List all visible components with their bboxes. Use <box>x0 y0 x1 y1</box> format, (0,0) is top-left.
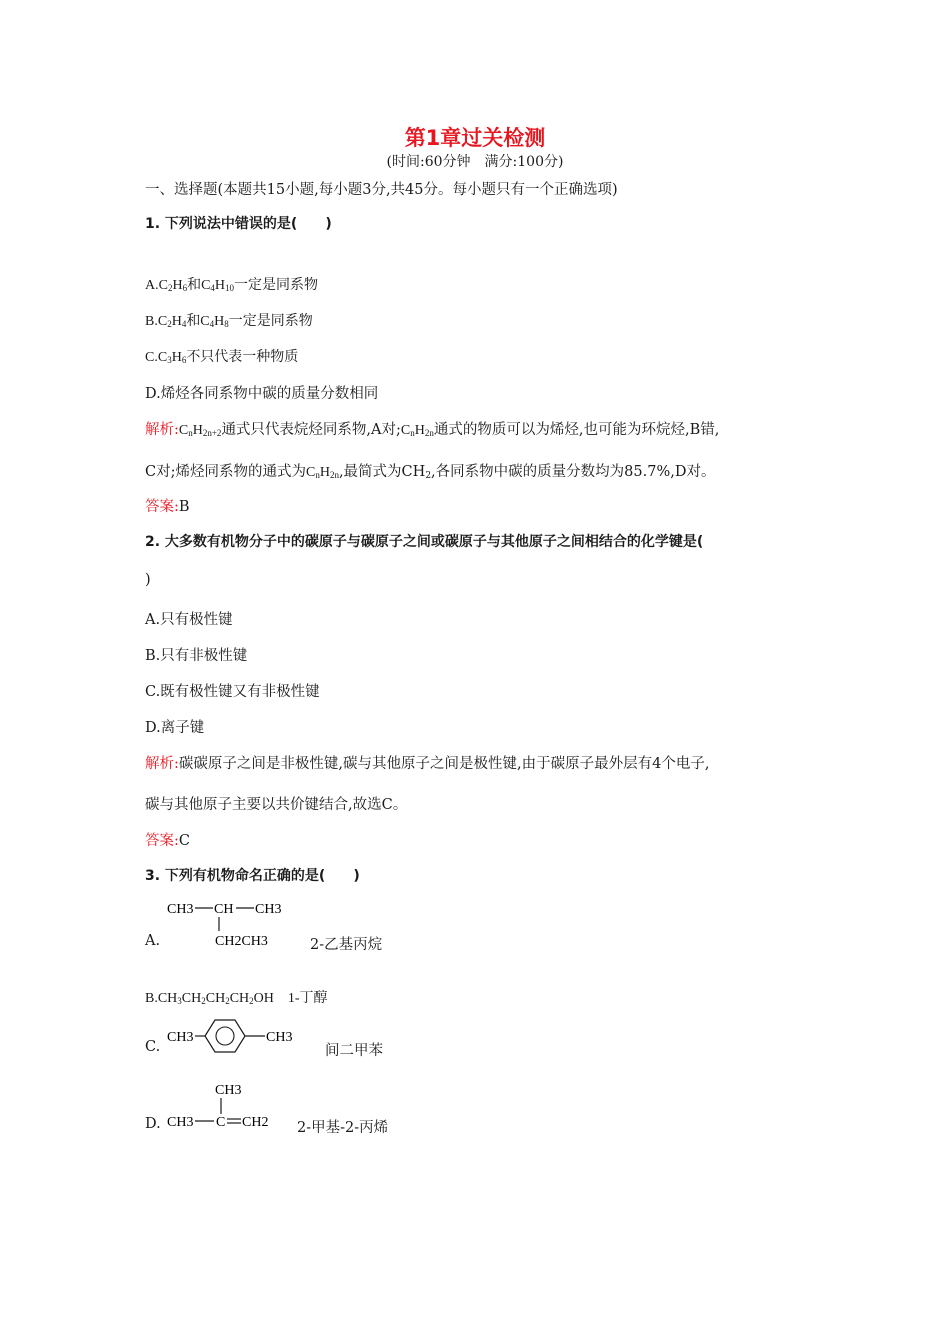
q1-analysis-line-1: 解析$:C_nH_{2n+2}$通式只代表烷烃同系物,A对$;C_nH_{2n}$通式的物质可以为烯烃,也可能为环烷烃,B错, <box>145 422 720 438</box>
question-2-stem: 2. 大多数有机物分子中的碳原子与碳原子之间或碳原子与其他原子之间相结合的化学键是( <box>145 534 704 550</box>
q3-option-a-structure <box>165 893 295 953</box>
q3-option-d-name: 2-甲基-2-丙烯 <box>297 1120 389 1136</box>
answer-label: 答案: <box>145 833 179 849</box>
q1-option-a: $A.C_2H_6$和$C_4H_{10}$一定是同系物 <box>145 278 319 293</box>
q2-answer-value: C <box>178 833 190 849</box>
question-3-stem: 3. 下列有机物命名正确的是( ) <box>145 868 360 884</box>
q2-analysis-line-2: 碳与其他原子主要以共价键结合,故选C。 <box>145 797 408 813</box>
q2-option-b: B.只有非极性键 <box>145 648 248 664</box>
q3-option-c-name: 间二甲苯 <box>325 1043 383 1059</box>
q1-answer-value: B <box>178 499 190 515</box>
q1-option-c: $C.C_3H_6$不只代表一种物质 <box>145 350 299 365</box>
analysis-label: 解析: <box>145 756 179 772</box>
question-2-stem-cont: ) <box>145 572 151 588</box>
struct-atom: CH3 <box>266 1030 293 1045</box>
question-1-stem: 1. 下列说法中错误的是( ) <box>145 216 332 232</box>
struct-atom: CH3 <box>167 1115 194 1130</box>
q2-analysis-line-1: 解析:碳碳原子之间是非极性键,碳与其他原子之间是极性键,由于碳原子最外层有4个电子, <box>145 756 710 772</box>
q2-option-c: C.既有极性键又有非极性键 <box>145 684 320 700</box>
section-heading: 一、选择题(本题共15小题,每小题3分,共45分。每小题只有一个正确选项) <box>145 182 618 198</box>
page-title: 第1章过关检测 <box>404 126 546 150</box>
q2-option-a: A.只有极性键 <box>145 612 233 628</box>
q3-option-d-structure <box>165 1076 285 1136</box>
struct-atom: CH3 <box>215 1083 242 1098</box>
struct-atom: CH2CH3 <box>215 934 268 949</box>
q3-option-d-label: D. <box>145 1116 161 1132</box>
analysis-label: 解析: <box>145 422 179 438</box>
q2-option-d: D.离子键 <box>145 720 205 736</box>
struct-atom: CH2 <box>242 1115 269 1130</box>
struct-atom: C <box>216 1115 226 1130</box>
q1-analysis-line-2: C对;烯烃同系物的通式为$C_nH_{2n}$,最简式为$CH_2$,各同系物中碳的质量分数均为85.7%,D对。 <box>145 464 716 481</box>
q3-option-b: $B.CH_3CH_2CH_2CH_2OH$ 1-丁醇 <box>145 991 328 1006</box>
q1-option-d: D.烯烃各同系物中碳的质量分数相同 <box>145 386 379 402</box>
q2-answer <box>145 829 190 850</box>
q3-option-c-label: C. <box>145 1039 161 1055</box>
q3-option-a-name: 2-乙基丙烷 <box>310 937 383 953</box>
exam-info: (时间:60分钟 满分:100分) <box>386 154 564 170</box>
benzene-ring-icon <box>205 1020 245 1052</box>
struct-atom: CH3 <box>167 902 194 917</box>
struct-atom: CH <box>214 902 234 917</box>
q3-option-a-label: A. <box>145 933 161 949</box>
q1-answer <box>145 495 190 516</box>
answer-label: 答案: <box>145 499 179 515</box>
struct-atom: CH3 <box>167 1030 194 1045</box>
q3-option-c-structure <box>165 1016 305 1060</box>
struct-atom: CH3 <box>255 902 282 917</box>
q1-option-b: $B.C_2H_4$和$C_4H_8$一定是同系物 <box>145 314 313 329</box>
